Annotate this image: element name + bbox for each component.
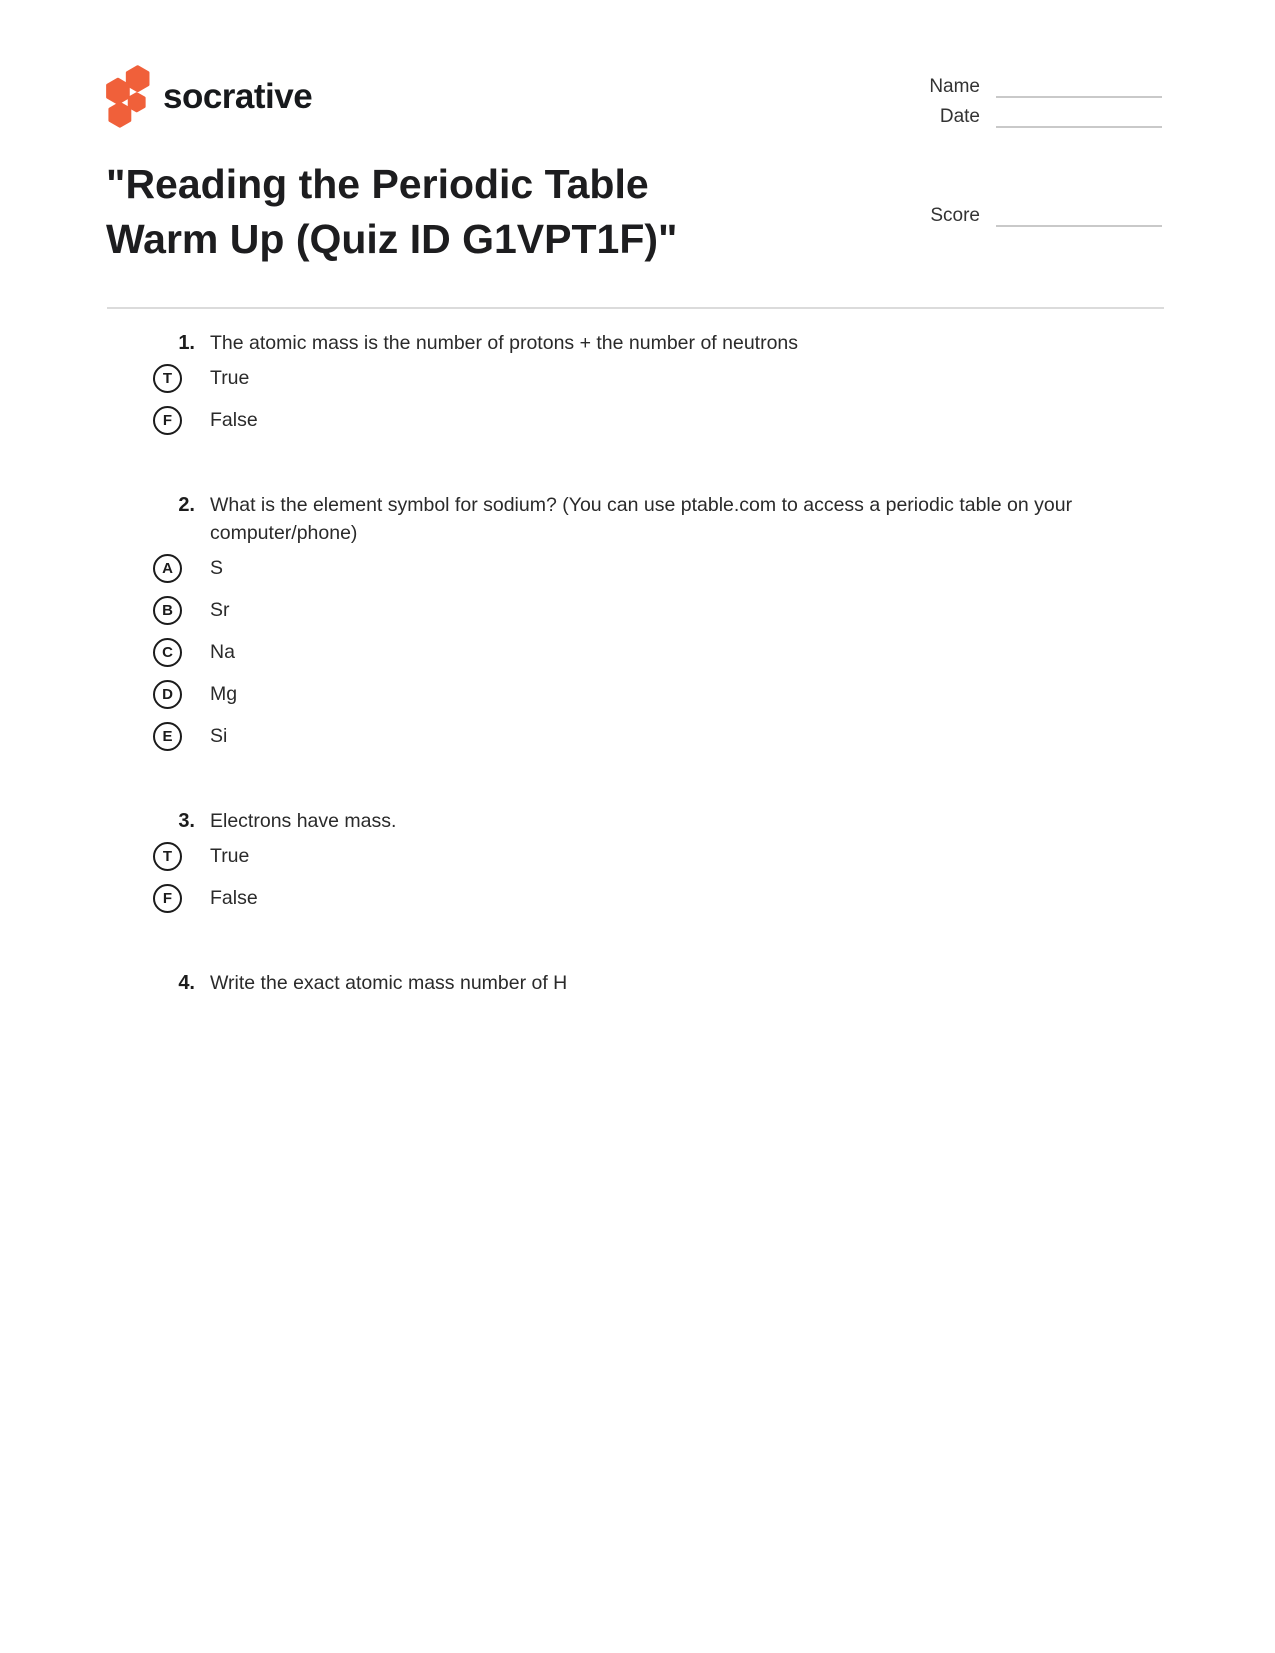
answer-bubble-E[interactable]: E [153,722,182,751]
date-label: Date [939,106,980,127]
question-2-option-c[interactable] [153,631,1182,673]
score-blank-line[interactable] [996,207,1162,227]
quiz-title [106,157,677,267]
questions-list [107,309,1182,997]
option-label-b: Sr [210,598,230,621]
option-label-false: False [210,886,258,909]
question-2-option-e[interactable] [153,715,1182,757]
socrative-hexagons-icon [104,64,154,128]
date-blank-line[interactable] [996,108,1162,128]
question-4-head [107,969,1182,997]
score-label: Score [930,205,980,226]
socrative-logo [104,64,312,128]
option-label-d: Mg [210,682,238,705]
quiz-title-line2: Warm Up (Quiz ID G1VPT1F)" [106,216,678,262]
question-2-number: 2. [178,494,195,516]
question-1-text: The atomic mass is the number of protons + the number of neutrons [210,332,799,354]
question-1-head [107,329,1182,357]
question-1-option-true[interactable] [153,357,1182,399]
question-2-option-b[interactable] [153,589,1182,631]
name-label: Name [929,76,980,97]
score-field-row [930,205,1162,227]
question-3-head [107,807,1182,835]
question-2-option-a[interactable] [153,547,1182,589]
question-3 [107,807,1182,919]
answer-bubble-C[interactable]: C [153,638,182,667]
option-label-true: True [210,366,250,389]
name-blank-line[interactable] [996,78,1162,98]
question-3-option-true[interactable] [153,835,1182,877]
question-1-number: 1. [178,332,195,354]
answer-bubble-T[interactable]: T [153,842,182,871]
question-4-text: Write the exact atomic mass number of H [210,972,568,994]
question-4 [107,969,1182,997]
score-field [930,205,1162,235]
answer-bubble-B[interactable]: B [153,596,182,625]
question-2-head [107,491,1182,547]
answer-bubble-A[interactable]: A [153,554,182,583]
answer-bubble-D[interactable]: D [153,680,182,709]
date-field-row [929,106,1162,128]
option-label-false: False [210,408,258,431]
question-3-number: 3. [178,810,195,832]
student-info-fields [929,76,1162,136]
question-2-option-d[interactable] [153,673,1182,715]
option-label-a: S [210,556,224,579]
name-field-row [929,76,1162,98]
question-2 [107,491,1182,757]
question-3-text: Electrons have mass. [210,810,397,832]
question-2-text: What is the element symbol for sodium? (You can use ptable.com to access a periodic table on your computer/phone) [210,494,1073,544]
answer-bubble-T[interactable]: T [153,364,182,393]
answer-bubble-F[interactable]: F [153,884,182,913]
quiz-title-line1: "Reading the Periodic Table [106,161,649,207]
brand-name: socrative [163,76,313,116]
option-label-true: True [210,844,250,867]
question-3-option-false[interactable] [153,877,1182,919]
option-label-c: Na [210,640,235,663]
question-1-option-false[interactable] [153,399,1182,441]
question-1 [107,329,1182,441]
question-4-number: 4. [178,972,195,994]
option-label-e: Si [210,724,228,747]
answer-bubble-F[interactable]: F [153,406,182,435]
